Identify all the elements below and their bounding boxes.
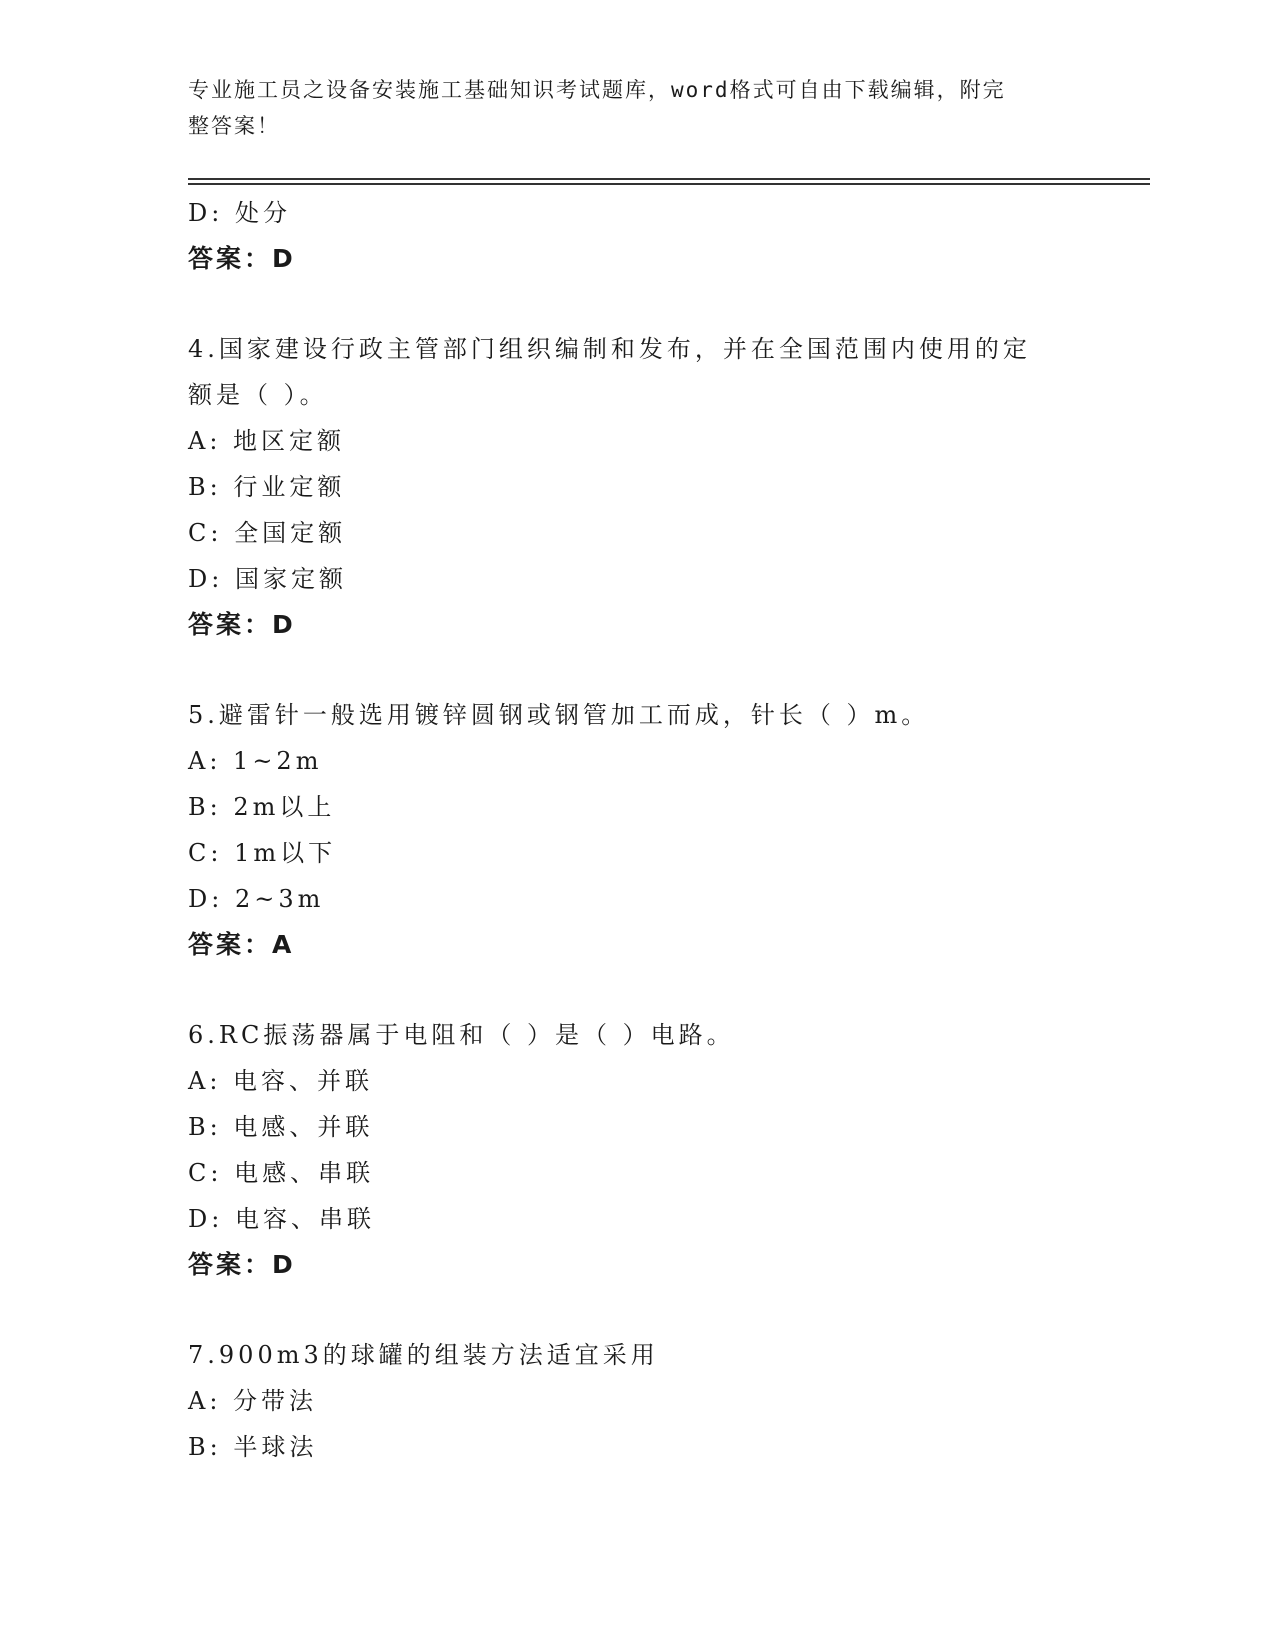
header-title-line-2: 整答案！ (188, 114, 280, 138)
question-3-tail (188, 190, 1088, 282)
option-a: A: 1~2m (188, 747, 323, 775)
answer-line: 答案：D (188, 1250, 296, 1279)
option-d: D: 电容、串联 (188, 1205, 375, 1233)
option-d: D: 国家定额 (188, 565, 347, 593)
option-d: D: 2~3m (188, 885, 325, 913)
question-text (188, 326, 1088, 418)
answer-line: 答案：D (188, 244, 296, 273)
option-a: A: 电容、并联 (188, 1067, 374, 1095)
option-a: A: 分带法 (188, 1387, 318, 1415)
question-4 (188, 326, 1088, 648)
question-text-line-1: 4.国家建设行政主管部门组织编制和发布，并在全国范围内使用的定 (188, 335, 1031, 363)
option-d: D: 处分 (188, 199, 291, 227)
option-a: A: 地区定额 (188, 427, 346, 455)
option-b: B: 半球法 (188, 1433, 318, 1461)
question-5 (188, 692, 1088, 968)
option-b: B: 行业定额 (188, 473, 346, 501)
document-header (188, 72, 1068, 144)
question-text: 5.避雷针一般选用镀锌圆钢或钢管加工而成，针长（ ）m。 (188, 701, 930, 729)
option-c: C: 1m以下 (188, 839, 337, 867)
question-7 (188, 1332, 1088, 1470)
document-body (188, 190, 1088, 1470)
header-title-line-1: 专业施工员之设备安装施工基础知识考试题库，word格式可自由下载编辑，附完 (188, 78, 1006, 102)
question-6 (188, 1012, 1088, 1288)
option-c: C: 电感、串联 (188, 1159, 375, 1187)
option-c: C: 全国定额 (188, 519, 347, 547)
header-divider-bottom (188, 183, 1150, 185)
option-b: B: 电感、并联 (188, 1113, 374, 1141)
question-text: 7.900m3的球罐的组装方法适宜采用 (188, 1341, 659, 1369)
answer-line: 答案：A (188, 930, 295, 959)
answer-line: 答案：D (188, 610, 296, 639)
option-b: B: 2m以上 (188, 793, 336, 821)
question-text-line-2: 额是（ ）。 (188, 381, 328, 409)
question-text: 6.RC振荡器属于电阻和（ ）是（ ）电路。 (188, 1021, 735, 1049)
header-divider-top (188, 178, 1150, 180)
